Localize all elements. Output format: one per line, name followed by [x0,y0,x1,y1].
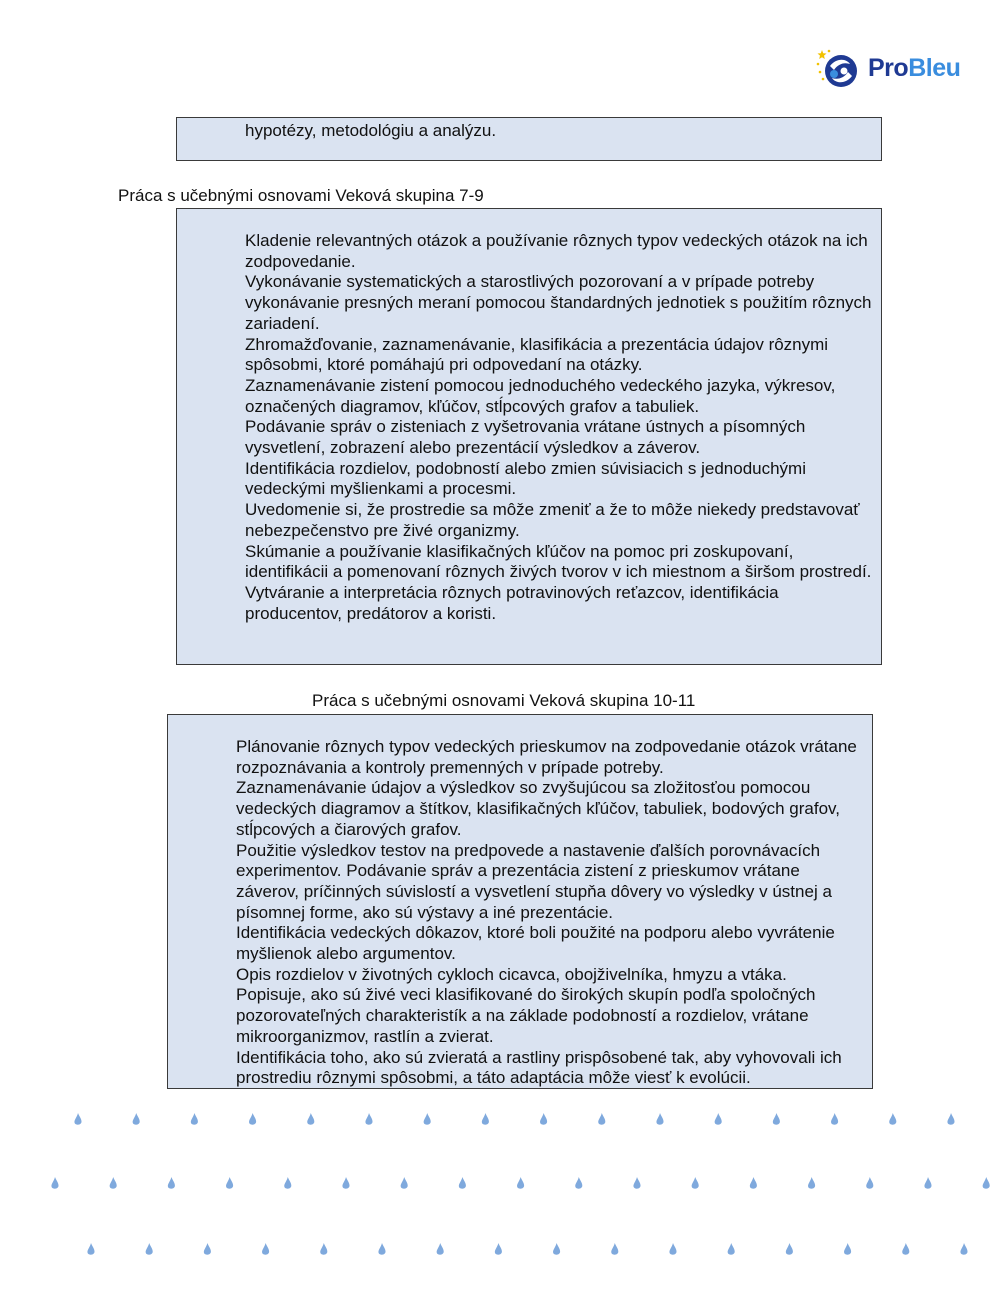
raindrop-icon [204,1243,211,1255]
logo-pro: Pro [868,54,909,82]
raindrop-icon [808,1177,815,1189]
raindrop-icon [947,1113,954,1125]
section-10-11-box [167,714,873,1089]
list-item: Identifikácia rozdielov, podobností alebo zmien súvisiacich s jednoduchými vedeckými myšlienkami a procesmi. [245,458,806,499]
raindrop-icon [715,1113,722,1125]
raindrop-icon [495,1243,502,1255]
raindrop-icon [146,1243,153,1255]
list-item: Zaznamenávanie zistení pomocou jednoduchého vedeckého jazyka, výkresov, označených diagramov, kľúčov, stĺpcových grafov a tabuliek. [245,375,836,416]
raindrop-icon [342,1177,349,1189]
list-item: Podávanie správ o zisteniach z vyšetrovania vrátane ústnych a písomných vysvetlení, zobrazení alebo prezentácií výsledkov a záverov. [245,417,806,458]
raindrop-icon [110,1177,117,1189]
intro-text: hypotézy, metodológiu a analýzu. [245,121,497,140]
list-item: Plánovanie rôznych typov vedeckých prieskumov na zodpovedanie otázok vrátane rozpoznávania a kontroly premenných v prípade potreby. [236,737,857,777]
raindrop-icon [786,1243,793,1255]
raindrop-icon [575,1177,582,1189]
list-item: Identifikácia vedeckých dôkazov, ktoré boli použité na podporu alebo vyvrátenie myšlienok alebo argumentov. [236,923,835,964]
section-7-9-heading: Práca s učebnými osnovami Veková skupina 7-9 [118,186,484,205]
raindrop-icon [249,1113,256,1125]
raindrop-icon [226,1177,233,1189]
raindrop-icon [74,1113,81,1125]
list-item: Použitie výsledkov testov na predpovede a nastavenie ďalších porovnávacích experimentov. Podávanie správ a prezentácia zistení z prieskumov vrátane záverov, príčinných súvislostí a vysvetlení stupňa dôvery vo výsledky v ústnej a písomnej forme, ako sú výstavy a iné prezentácie. [236,840,832,922]
probleu-logo-icon [814,44,864,94]
raindrop-icon [191,1113,198,1125]
raindrop-icon [669,1243,676,1255]
list-item: Vytváranie a interpretácia rôznych potravinových reťazcov, identifikácia producentov, predátorov a koristi. [245,582,779,623]
raindrop-icon [960,1243,967,1255]
raindrop-icon [553,1243,560,1255]
raindrop-icon [307,1113,314,1125]
raindrop-icon [437,1243,444,1255]
section-7-9-box [176,208,882,665]
probleu-logo-text [868,54,960,83]
raindrop-icon [459,1177,466,1189]
list-item: Popisuje, ako sú živé veci klasifikované do širokých skupín podľa spoločných pozorovateľných charakteristík a na základe podobností a rozdielov, vrátane mikroorganizmov, rastlín a zvierat. [236,985,816,1046]
logo-bleu: Bleu [908,54,961,82]
raindrop-icon [831,1113,838,1125]
raindrop-icon [598,1113,605,1125]
list-item: Zhromažďovanie, zaznamenávanie, klasifikácia a prezentácia údajov rôznymi spôsobmi, ktoré pomáhajú pri odpovedaní na otázky. [245,334,829,375]
raindrop-icon [889,1113,896,1125]
raindrop-icon [262,1243,269,1255]
section-10-11-heading: Práca s učebnými osnovami Veková skupina 10-11 [312,691,696,710]
raindrop-icon [866,1177,873,1189]
raindrop-icon [87,1243,94,1255]
raindrop-icon [284,1177,291,1189]
list-item: Kladenie relevantných otázok a používanie rôznych typov vedeckých otázok na ich zodpovedanie. [245,231,868,271]
raindrop-icon [750,1177,757,1189]
raindrop-icon [320,1243,327,1255]
list-item: Vykonávanie systematických a starostlivých pozorovaní a v prípade potreby vykonávanie presných meraní pomocou štandardných jednotiek s použitím rôznych zariadení. [245,272,872,333]
raindrop-icon [773,1113,780,1125]
raindrop-icon [611,1243,618,1255]
list-item: Opis rozdielov v životných cykloch cicavca, obojživelníka, hmyzu a vtáka. [236,964,787,984]
list-item: Uvedomenie si, že prostredie sa môže zmeniť a že to môže niekedy predstavovať nebezpečenstvo pre živé organizmy. [245,500,860,540]
raindrop-icon [378,1243,385,1255]
raindrop-icon [633,1177,640,1189]
raindrop-icon [902,1243,909,1255]
raindrop-icon [51,1177,58,1189]
raindrop-icon [133,1113,140,1125]
list-item: Identifikácia toho, ako sú zvieratá a rastliny prispôsobené tak, aby vyhovovali ich prostrediu rôznymi spôsobmi, a táto adaptácia môže viesť k evolúcii. [236,1047,842,1088]
raindrop-icon [540,1113,547,1125]
raindrop-icon [424,1113,431,1125]
raindrop-icon [924,1177,931,1189]
raindrop-icon [482,1113,489,1125]
raindrop-icon [168,1177,175,1189]
raindrop-icon [517,1177,524,1189]
raindrop-icon [692,1177,699,1189]
list-item: Skúmanie a používanie klasifikačných kľúčov na pomoc pri zoskupovaní, identifikácii a pomenovaní rôznych živých tvorov v ich miestnom a širšom prostredí. [245,541,872,582]
raindrop-icon [728,1243,735,1255]
raindrop-icon [656,1113,663,1125]
raindrop-icon [983,1177,990,1189]
raindrop-icon [401,1177,408,1189]
raindrop-icon [365,1113,372,1125]
probleu-logo [814,44,974,94]
intro-continuation-box [176,117,882,161]
list-item: Zaznamenávanie údajov a výsledkov so zvyšujúcou sa zložitosťou pomocou vedeckých diagramov a štítkov, klasifikačných kľúčov, tabuliek, bodových grafov, stĺpcových a čiarových grafov. [236,778,841,839]
raindrop-icon [844,1243,851,1255]
raindrop-pattern [0,1100,1000,1280]
